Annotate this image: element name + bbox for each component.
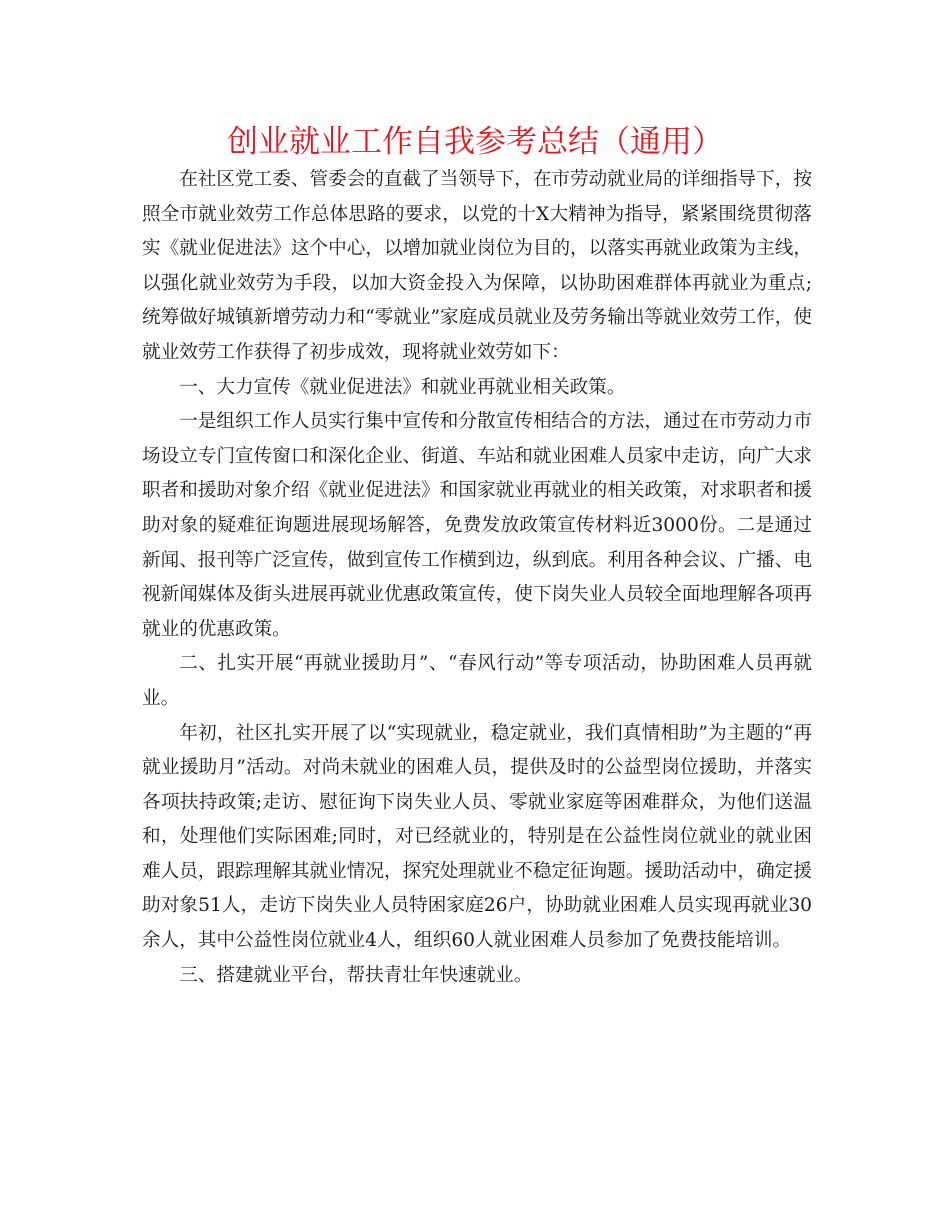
paragraph-section-1: 一是组织工作人员实行集中宣传和分散宣传相结合的方法，通过在市劳动力市场设立专门宣传窗口和深化企业、街道、车站和就业困难人员家中走访，向广大求职者和援助对象介绍《就业促进法》和国家就业再就业的相关政策，对求职者和援助对象的疑难征询题进展现场解答，免费发放政策宣传材料近3000份。二是通过新闻、报刊等广泛宣传，做到宣传工作横到边，纵到底。利用各种会议、广播、电视新闻媒体及街头进展再就业优惠政策宣传，使下岗失业人员较全面地理解各项再就业的优惠政策。: [142, 411, 812, 640]
paragraph-intro: 在社区党工委、管委会的直截了当领导下，在市劳动就业局的详细指导下，按照全市就业效劳工作总体思路的要求，以党的十X大精神为指导，紧紧围绕贯彻落实《就业促进法》这个中心，以增加就业岗位为目的，以落实再就业政策为主线，以强化就业效劳为手段，以加大资金投入为保障，以协助困难群体再就业为重点;统筹做好城镇新增劳动力和“零就业”家庭成员就业及劳务输出等就业效劳工作，使就业效劳工作获得了初步成效，现将就业效劳如下：: [142, 169, 812, 363]
paragraph-section-2: 年初，社区扎实开展了以“实现就业，稳定就业，我们真情相助”为主题的“再就业援助月”活动。对尚未就业的困难人员，提供及时的公益型岗位援助，并落实各项扶持政策;走访、慰征询下岗失业人员、零就业家庭等困难群众，为他们送温和，处理他们实际困难;同时，对已经就业的，特别是在公益性岗位就业的就业困难人员，跟踪理解其就业情况，探究处理就业不稳定征询题。援助活动中，确定援助对象51人，走访下岗失业人员特困家庭26户，协助就业困难人员实现再就业30余人，其中公益性岗位就业4人，组织60人就业困难人员参加了免费技能培训。: [142, 722, 812, 952]
heading-section-1: 一、大力宣传《就业促进法》和就业再就业相关政策。: [179, 376, 626, 398]
heading-section-3: 三、搭建就业平台，帮扶青壮年快速就业。: [179, 964, 533, 986]
heading-section-2: 二、扎实开展“再就业援助月”、“春风行动”等专项活动，协助困难人员再就业。: [142, 653, 812, 709]
document-title: 创业就业工作自我参考总结（通用）: [227, 124, 723, 160]
document-body: [142, 163, 812, 993]
